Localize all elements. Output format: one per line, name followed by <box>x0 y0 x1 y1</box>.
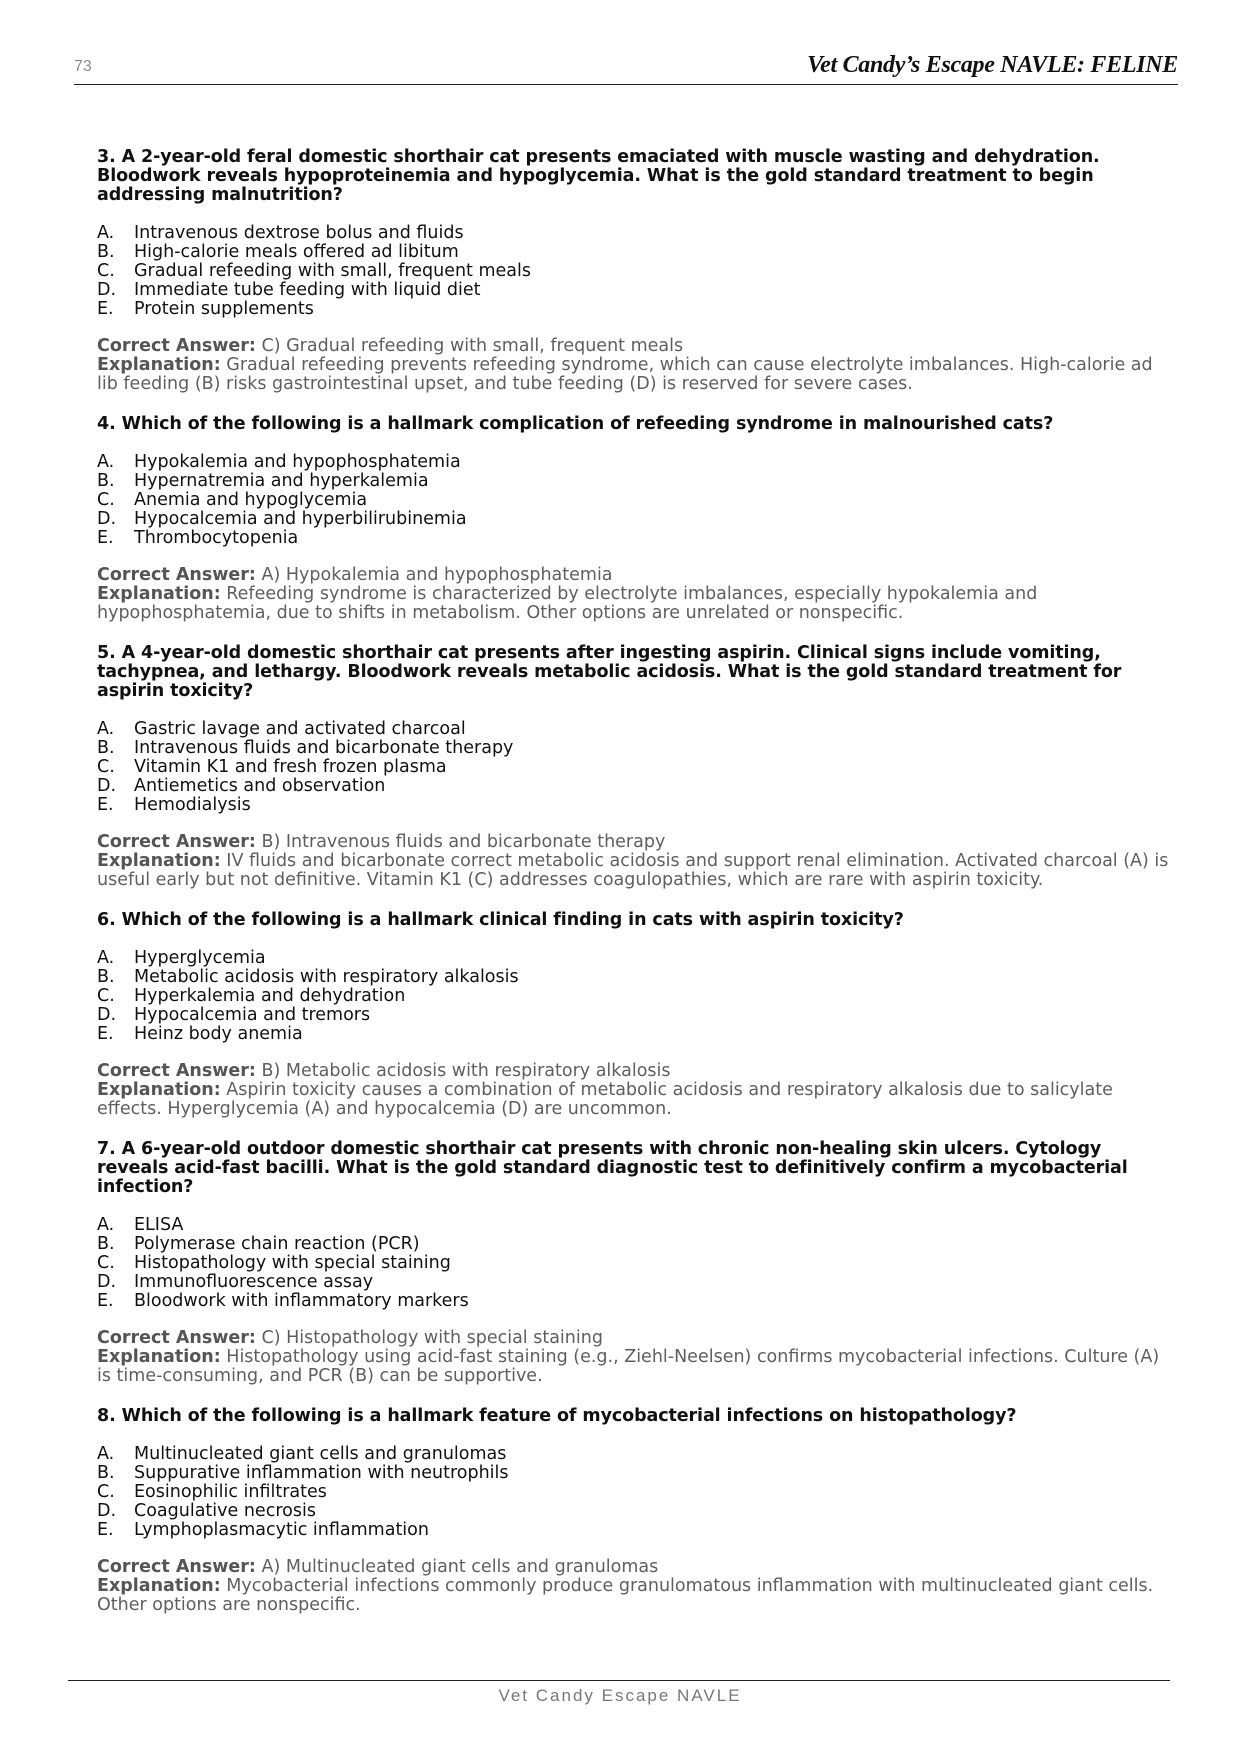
option-text: Bloodwork with inflammatory markers <box>134 1291 469 1311</box>
footer-divider <box>68 1680 1170 1681</box>
option-letter: D. <box>97 776 117 796</box>
correct-answer-label: Correct Answer: <box>97 1328 256 1348</box>
option-text: Anemia and hypoglycemia <box>134 490 368 510</box>
option-letter: D. <box>97 509 117 529</box>
option-text: Vitamin K1 and fresh frozen plasma <box>134 757 447 777</box>
option-text: Gradual refeeding with small, frequent meals <box>134 261 531 281</box>
answer-option <box>97 453 1177 472</box>
explanation-label: Explanation: <box>97 1347 221 1367</box>
answer-option <box>97 1216 1177 1235</box>
header-divider <box>74 84 1178 85</box>
option-letter: B. <box>97 1463 115 1483</box>
option-letter: A. <box>97 1215 115 1235</box>
option-text: Hypocalcemia and tremors <box>134 1005 371 1025</box>
option-text: High-calorie meals offered ad libitum <box>134 242 459 262</box>
answer-option <box>97 262 1177 281</box>
option-letter: E. <box>97 1291 114 1311</box>
option-letter: A. <box>97 719 115 739</box>
question-block <box>97 1140 1177 1386</box>
answer-options <box>97 224 1177 319</box>
explanation-label: Explanation: <box>97 1080 221 1100</box>
answer-option <box>97 281 1177 300</box>
option-letter: C. <box>97 490 115 510</box>
explanation-text: Gradual refeeding prevents refeeding syndrome, which can cause electrolyte imbalances. High-calorie ad lib feeding (B) risks gastrointestinal upset, and tube feeding (D) is reserved for severe cases. <box>97 355 1153 394</box>
question-stem: 8. Which of the following is a hallmark feature of mycobacterial infections on histopathology? <box>97 1406 1017 1426</box>
answer-explanation <box>97 566 1177 623</box>
correct-answer-label: Correct Answer: <box>97 832 256 852</box>
explanation-label: Explanation: <box>97 355 221 375</box>
answer-option <box>97 968 1177 987</box>
answer-option <box>97 510 1177 529</box>
question-block <box>97 911 1177 1119</box>
option-text: Hemodialysis <box>134 795 251 815</box>
explanation-line <box>97 1577 1177 1615</box>
question-block <box>97 415 1177 623</box>
option-letter: D. <box>97 1501 117 1521</box>
correct-answer-value: A) Multinucleated giant cells and granulomas <box>261 1557 659 1577</box>
correct-answer-line <box>97 1558 1177 1577</box>
option-text: Intravenous fluids and bicarbonate therapy <box>134 738 514 758</box>
option-letter: B. <box>97 738 115 758</box>
option-letter: D. <box>97 1272 117 1292</box>
correct-answer-value: B) Intravenous fluids and bicarbonate therapy <box>261 832 666 852</box>
answer-option <box>97 1445 1177 1464</box>
option-letter: C. <box>97 986 115 1006</box>
option-text: ELISA <box>134 1215 184 1235</box>
option-letter: C. <box>97 261 115 281</box>
correct-answer-label: Correct Answer: <box>97 1061 256 1081</box>
footer-text: Vet Candy Escape NAVLE <box>498 1686 742 1705</box>
answer-options <box>97 949 1177 1044</box>
answer-explanation <box>97 1558 1177 1615</box>
option-letter: A. <box>97 1444 115 1464</box>
option-text: Lymphoplasmacytic inflammation <box>134 1520 429 1540</box>
option-text: Eosinophilic infiltrates <box>134 1482 327 1502</box>
option-letter: B. <box>97 967 115 987</box>
correct-answer-value: C) Gradual refeeding with small, frequent meals <box>261 336 684 356</box>
question-stem: 6. Which of the following is a hallmark clinical finding in cats with aspirin toxicity? <box>97 910 904 930</box>
question-stem: 4. Which of the following is a hallmark complication of refeeding syndrome in malnourished cats? <box>97 414 1054 434</box>
correct-answer-value: C) Histopathology with special staining <box>261 1328 603 1348</box>
answer-options <box>97 1445 1177 1540</box>
option-letter: E. <box>97 1520 114 1540</box>
option-letter: B. <box>97 471 115 491</box>
correct-answer-value: B) Metabolic acidosis with respiratory alkalosis <box>261 1061 671 1081</box>
explanation-label: Explanation: <box>97 1576 221 1596</box>
answer-option <box>97 987 1177 1006</box>
option-text: Intravenous dextrose bolus and fluids <box>134 223 464 243</box>
option-text: Hyperglycemia <box>134 948 266 968</box>
correct-answer-line <box>97 833 1177 852</box>
answer-options <box>97 720 1177 815</box>
answer-options <box>97 453 1177 548</box>
option-text: Hypokalemia and hypophosphatemia <box>134 452 461 472</box>
answer-explanation <box>97 337 1177 394</box>
answer-option <box>97 758 1177 777</box>
option-letter: E. <box>97 1024 114 1044</box>
answer-option <box>97 491 1177 510</box>
answer-option <box>97 1006 1177 1025</box>
explanation-text: IV fluids and bicarbonate correct metabolic acidosis and support renal elimination. Activated charcoal (A) is useful early but not definitive. Vitamin K1 (C) addresses coagulopathies, which are rare with aspirin toxicity. <box>97 851 1169 890</box>
option-letter: A. <box>97 223 115 243</box>
question-stem: 7. A 6-year-old outdoor domestic shorthair cat presents with chronic non-healing skin ulcers. Cytology reveals acid-fast bacilli. What is the gold standard diagnostic test to definitively confirm a mycobacterial infection? <box>97 1139 1128 1197</box>
correct-answer-label: Correct Answer: <box>97 565 256 585</box>
explanation-text: Histopathology using acid-fast staining (e.g., Ziehl-Neelsen) confirms mycobacterial infections. Culture (A) is time-consuming, and PCR (B) can be supportive. <box>97 1347 1160 1386</box>
explanation-label: Explanation: <box>97 851 221 871</box>
correct-answer-line <box>97 1062 1177 1081</box>
answer-option <box>97 720 1177 739</box>
option-text: Immediate tube feeding with liquid diet <box>134 280 481 300</box>
option-text: Protein supplements <box>134 299 314 319</box>
option-letter: C. <box>97 1482 115 1502</box>
page-number: 73 <box>74 58 92 75</box>
explanation-line <box>97 1081 1177 1119</box>
answer-option <box>97 243 1177 262</box>
option-text: Multinucleated giant cells and granulomas <box>134 1444 507 1464</box>
answer-option <box>97 1483 1177 1502</box>
option-text: Thrombocytopenia <box>134 528 299 548</box>
answer-option <box>97 1292 1177 1311</box>
explanation-line <box>97 852 1177 890</box>
correct-answer-value: A) Hypokalemia and hypophosphatemia <box>261 565 613 585</box>
answer-option <box>97 1521 1177 1540</box>
option-letter: A. <box>97 452 115 472</box>
option-text: Heinz body anemia <box>134 1024 303 1044</box>
answer-option <box>97 1025 1177 1044</box>
running-title: Vet Candy’s Escape NAVLE: FELINE <box>807 52 1178 78</box>
answer-option <box>97 796 1177 815</box>
question-block <box>97 1407 1177 1615</box>
explanation-text: Mycobacterial infections commonly produce granulomatous inflammation with multinucleated giant cells. Other options are nonspecific. <box>97 1576 1154 1615</box>
correct-answer-label: Correct Answer: <box>97 336 256 356</box>
answer-option <box>97 529 1177 548</box>
option-text: Hypocalcemia and hyperbilirubinemia <box>134 509 467 529</box>
option-text: Immunofluorescence assay <box>134 1272 374 1292</box>
option-letter: D. <box>97 1005 117 1025</box>
option-letter: E. <box>97 299 114 319</box>
correct-answer-line <box>97 1329 1177 1348</box>
answer-explanation <box>97 1329 1177 1386</box>
answer-option <box>97 224 1177 243</box>
answer-option <box>97 1235 1177 1254</box>
explanation-text: Refeeding syndrome is characterized by electrolyte imbalances, especially hypokalemia and hypophosphatemia, due to shifts in metabolism. Other options are unrelated or nonspecific. <box>97 584 1038 623</box>
option-letter: C. <box>97 1253 115 1273</box>
option-letter: B. <box>97 242 115 262</box>
answer-option <box>97 1502 1177 1521</box>
correct-answer-line <box>97 337 1177 356</box>
option-text: Histopathology with special staining <box>134 1253 451 1273</box>
question-block <box>97 644 1177 890</box>
page-content <box>97 148 1177 1636</box>
option-letter: E. <box>97 528 114 548</box>
answer-option <box>97 1464 1177 1483</box>
explanation-line <box>97 585 1177 623</box>
option-letter: D. <box>97 280 117 300</box>
explanation-line <box>97 356 1177 394</box>
answer-option <box>97 739 1177 758</box>
question-stem: 3. A 2-year-old feral domestic shorthair cat presents emaciated with muscle wasting and dehydration. Bloodwork reveals hypoproteinemia and hypoglycemia. What is the gold standard treatment to begin addressing malnutrition? <box>97 147 1100 205</box>
answer-option <box>97 777 1177 796</box>
answer-explanation <box>97 1062 1177 1119</box>
option-letter: C. <box>97 757 115 777</box>
option-text: Metabolic acidosis with respiratory alkalosis <box>134 967 519 987</box>
explanation-line <box>97 1348 1177 1386</box>
answer-option <box>97 300 1177 319</box>
option-text: Polymerase chain reaction (PCR) <box>134 1234 420 1254</box>
answer-explanation <box>97 833 1177 890</box>
option-text: Hypernatremia and hyperkalemia <box>134 471 429 491</box>
answer-options <box>97 1216 1177 1311</box>
answer-option <box>97 1273 1177 1292</box>
option-text: Hyperkalemia and dehydration <box>134 986 406 1006</box>
explanation-label: Explanation: <box>97 584 221 604</box>
option-text: Gastric lavage and activated charcoal <box>134 719 466 739</box>
answer-option <box>97 472 1177 491</box>
question-block <box>97 148 1177 394</box>
option-letter: E. <box>97 795 114 815</box>
option-text: Antiemetics and observation <box>134 776 386 796</box>
option-text: Coagulative necrosis <box>134 1501 316 1521</box>
explanation-text: Aspirin toxicity causes a combination of metabolic acidosis and respiratory alkalosis due to salicylate effects. Hyperglycemia (A) and hypocalcemia (D) are uncommon. <box>97 1080 1113 1119</box>
correct-answer-label: Correct Answer: <box>97 1557 256 1577</box>
correct-answer-line <box>97 566 1177 585</box>
option-letter: A. <box>97 948 115 968</box>
answer-option <box>97 1254 1177 1273</box>
option-text: Suppurative inflammation with neutrophils <box>134 1463 509 1483</box>
answer-option <box>97 949 1177 968</box>
option-letter: B. <box>97 1234 115 1254</box>
question-stem: 5. A 4-year-old domestic shorthair cat presents after ingesting aspirin. Clinical signs include vomiting, tachypnea, and lethargy. Bloodwork reveals metabolic acidosis. What is the gold standard treatment for aspirin toxicity? <box>97 643 1122 701</box>
